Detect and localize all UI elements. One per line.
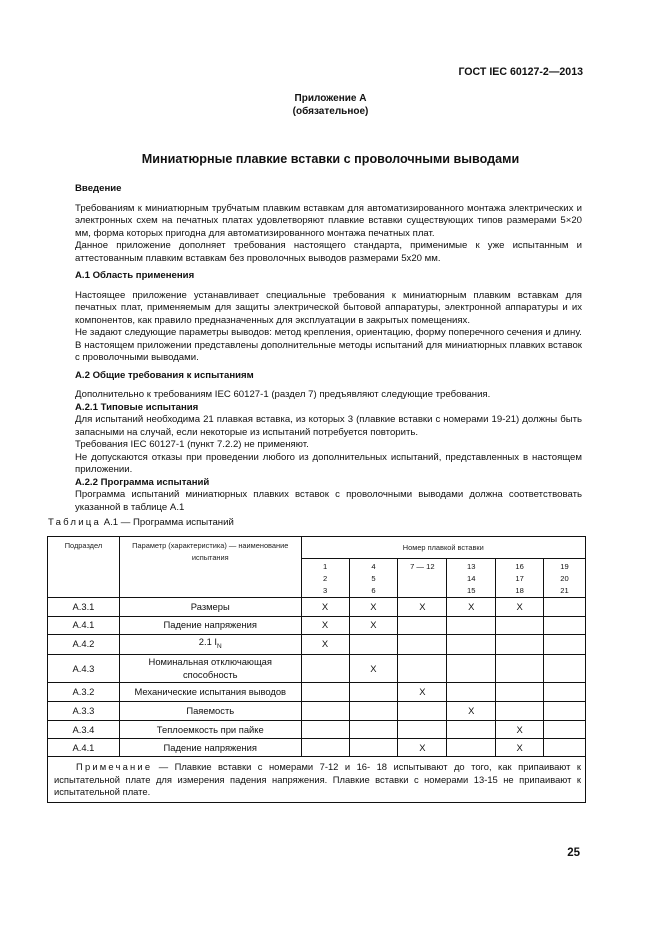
section-a21-heading: А.2.1 Типовые испытания — [75, 401, 199, 413]
test-mark-cell — [447, 683, 496, 702]
test-mark-cell — [544, 655, 586, 683]
note-text: — Плавкие вставки с номерами 7-12 и 16- 18 испытывают до того, как припаивают к испытательной плате для измерения падения напряжения. Плавкие вставки с номерами 13-15 не припаивают к испытательной плате. — [54, 761, 581, 797]
section-a1-paragraph-1: Настоящее приложение устанавливает специальные требования к миниатюрным плавким вставкам для печатных плат, применяемым для защиты электрической бытовой аппаратуры, электронной аппаратуры и их компонентов, как правило предназначенных для эксплуатации в закрытых помещениях. — [75, 289, 582, 326]
row-subsection: А.4.1 — [48, 739, 120, 757]
section-a2-heading: А.2 Общие требования к испытаниям — [75, 369, 254, 381]
section-a1-heading: А.1 Область применения — [75, 270, 195, 281]
test-mark-cell — [349, 721, 398, 739]
fuse-number: 18 — [515, 586, 524, 595]
test-mark-cell — [349, 683, 398, 702]
row-parameter: Механические испытания выводов — [119, 683, 301, 702]
test-mark-cell — [447, 739, 496, 757]
fuse-number: 21 — [560, 586, 569, 595]
section-a21-paragraph-3: Не допускаются отказы при проведении любого из дополнительных испытаний, представленных в настоящем приложении. — [75, 451, 582, 475]
fuse-number: 16 — [515, 562, 524, 571]
fuse-number: 4 — [371, 562, 376, 571]
test-mark-cell — [544, 617, 586, 635]
test-mark-cell: X — [447, 702, 496, 721]
standard-header: ГОСТ IEC 60127-2—2013 — [458, 66, 583, 78]
test-mark-cell: X — [398, 683, 447, 702]
document-title: Миниатюрные плавкие вставки с проволочными выводами — [141, 152, 520, 166]
row-parameter: Теплоемкость при пайке — [119, 721, 301, 739]
test-mark-cell — [398, 702, 447, 721]
fuse-number: 2 — [322, 574, 328, 583]
row-subsection: А.3.4 — [48, 721, 120, 739]
test-mark-cell — [447, 617, 496, 635]
row-parameter: Падение напряжения — [119, 739, 301, 757]
table-row — [48, 598, 586, 617]
intro-paragraph-1: Требованиям к миниатюрным трубчатым плавким вставкам для автоматизированного монтажа электрических и электронных схем на печатных платах удовлетворяют плавкие вставки существующих типов размерами 5×20 мм, форма которых пригодна для автоматизированного монтажа печатных плат. — [75, 202, 582, 239]
intro-paragraph-2: Данное приложение дополняет требования настоящего стандарта, применимые к уже испытанным и аттестованным плавким вставкам без проволочных выводов размерами 5х20 мм. — [75, 240, 582, 264]
table-body — [48, 537, 586, 803]
table-row — [48, 683, 586, 702]
test-mark-cell: X — [398, 739, 447, 757]
test-mark-cell: X — [349, 617, 398, 635]
section-a21-paragraph-2: Требования IEC 60127-1 (пункт 7.2.2) не применяют. — [75, 439, 309, 450]
test-mark-cell — [544, 721, 586, 739]
test-mark-cell: X — [496, 739, 544, 757]
fuse-number-group — [349, 559, 398, 598]
test-mark-cell — [301, 683, 349, 702]
table-row — [48, 655, 586, 683]
row-subsection: А.3.3 — [48, 702, 120, 721]
row-parameter: Размеры — [119, 598, 301, 617]
table-note — [48, 757, 586, 803]
test-mark-cell — [398, 617, 447, 635]
row-parameter-subscript: N — [217, 642, 222, 650]
fuse-number: 14 — [466, 574, 476, 583]
test-mark-cell — [398, 721, 447, 739]
row-subsection: А.4.3 — [48, 655, 120, 683]
section-a21-paragraph-1: Для испытаний необходима 21 плавкая вставка, из которых 3 (плавкие вставки с номерами 19-21) должны быть запасными на случай, если некоторые из испытаний потребуется повторить. — [75, 414, 582, 438]
fuse-number: 5 — [371, 574, 376, 583]
row-parameter: Падение напряжения — [119, 617, 301, 635]
test-mark-cell — [496, 683, 544, 702]
fuse-number: 7 — 12 — [410, 562, 435, 571]
table-row — [48, 702, 586, 721]
test-mark-cell — [544, 598, 586, 617]
fuse-number: 3 — [322, 586, 328, 595]
fuse-number-group — [544, 559, 586, 598]
header-fuse-numbers: Номер плавкой вставки — [301, 537, 585, 559]
test-mark-cell — [496, 617, 544, 635]
row-subsection: А.4.1 — [48, 617, 120, 635]
row-subsection: А.4.2 — [48, 635, 120, 655]
test-mark-cell: X — [301, 617, 349, 635]
note-label: Примечание — [76, 761, 153, 773]
appendix-title: Приложение А — [294, 93, 367, 104]
fuse-number-group — [447, 559, 496, 598]
test-mark-cell: X — [447, 598, 496, 617]
fuse-number: 6 — [371, 586, 376, 595]
row-parameter: Паяемость — [119, 702, 301, 721]
fuse-number-group — [398, 559, 447, 598]
test-mark-cell: X — [496, 598, 544, 617]
test-mark-cell: X — [349, 655, 398, 683]
test-mark-cell: X — [349, 598, 398, 617]
row-parameter-text: 2.1 I — [198, 636, 218, 647]
table-row — [48, 739, 586, 757]
test-mark-cell: X — [398, 598, 447, 617]
test-mark-cell — [496, 702, 544, 721]
section-a1-paragraph-3: В настоящем приложении представлены дополнительные методы испытаний для миниатюрных плавких вставок с проволочными выводами. — [75, 339, 582, 363]
row-subsection: А.3.2 — [48, 683, 120, 702]
test-mark-cell — [301, 739, 349, 757]
test-mark-cell — [544, 635, 586, 655]
table-caption-word: Таблица — [48, 517, 102, 528]
test-mark-cell — [398, 655, 447, 683]
intro-heading: Введение — [75, 183, 122, 194]
test-mark-cell — [447, 655, 496, 683]
section-a22-paragraph-1: Программа испытаний миниатюрных плавких вставок с проволочными выводами должна соответствовать указанной в таблице А.1 — [75, 489, 582, 513]
test-mark-cell: X — [301, 635, 349, 655]
test-mark-cell — [301, 655, 349, 683]
fuse-number: 17 — [515, 574, 524, 583]
header-parameter: Параметр (характеристика) — наименование испытания — [119, 537, 301, 598]
fuse-number: 13 — [466, 562, 476, 571]
table-row — [48, 721, 586, 739]
test-mark-cell — [349, 635, 398, 655]
section-a22-heading: А.2.2 Программа испытаний — [75, 476, 210, 488]
page-number: 25 — [567, 847, 580, 859]
table-row — [48, 617, 586, 635]
table-note-row — [48, 757, 586, 803]
test-mark-cell — [349, 702, 398, 721]
table-header-row — [48, 537, 586, 559]
test-mark-cell — [398, 635, 447, 655]
test-mark-cell — [544, 683, 586, 702]
test-mark-cell — [349, 739, 398, 757]
fuse-number-group — [496, 559, 544, 598]
test-mark-cell — [447, 721, 496, 739]
row-subsection: А.3.1 — [48, 598, 120, 617]
fuse-number: 15 — [466, 586, 476, 595]
test-mark-cell — [544, 739, 586, 757]
table-row — [48, 635, 586, 655]
row-parameter: Номинальная отключающая способность — [119, 655, 301, 683]
test-mark-cell: X — [301, 598, 349, 617]
table-caption — [48, 517, 234, 530]
fuse-number: 1 — [322, 562, 328, 571]
appendix-status: (обязательное) — [292, 106, 369, 117]
fuse-number: 19 — [560, 562, 569, 571]
fuse-number-group — [301, 559, 349, 598]
fuse-number: 20 — [560, 574, 569, 583]
test-mark-cell: X — [496, 721, 544, 739]
table-caption-text: А.1 — Программа испытаний — [103, 517, 234, 528]
test-mark-cell — [301, 702, 349, 721]
test-mark-cell — [544, 702, 586, 721]
test-mark-cell — [301, 721, 349, 739]
test-mark-cell — [447, 635, 496, 655]
test-mark-cell — [496, 635, 544, 655]
appendix-heading — [0, 92, 661, 118]
row-parameter — [119, 635, 301, 655]
test-mark-cell — [496, 655, 544, 683]
header-subsection: Подраздел — [48, 537, 120, 598]
section-a1-paragraph-2: Не задают следующие параметры выводов: метод крепления, ориентацию, форму поперечного сечения и длину. — [75, 327, 582, 338]
section-a2-paragraph-1: Дополнительно к требованиям IEC 60127-1 (раздел 7) предъявляют следующие требования. — [75, 389, 491, 400]
test-program-table — [47, 536, 586, 803]
document-body — [75, 183, 582, 514]
